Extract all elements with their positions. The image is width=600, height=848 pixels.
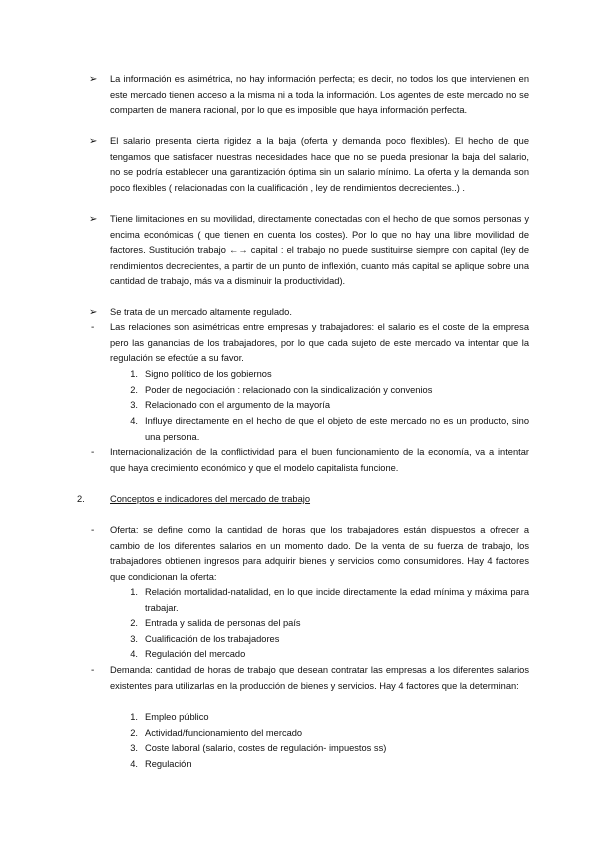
section-number: 2. [77,494,85,504]
section-title [110,492,310,508]
arrow-bullet-icon: ➢ [89,74,98,85]
list-number: 4. [130,416,138,426]
list-item: Cualificación de los trabajadores [145,634,280,644]
list-number: 3. [130,400,138,410]
list-item: Coste laboral (salario, costes de regulación- impuestos ss) [145,743,387,753]
bullet-regulated-market: Se trata de un mercado altamente regulado. [110,307,292,317]
dash-asymmetric-relations: Las relaciones son asimétricas entre empresas y trabajadores: el salario es el coste de la empresa pero las ganancias de los trabajadores, por lo que cada sujeto de este mercado va intentar que la regulación se efectúe a su favor. [110,322,529,364]
bullet-mobility-limits: Tiene limitaciones en su movilidad, directamente conectadas con el hecho de que somos personas y encima económicas ( que tienen en cuenta los costes). Por lo que no hay una libre movilidad de factores. Sustitución trabajo ←→ capital : el trabajo no puede sustituirse siempre con capital (ley de rendimientos decrecientes, a partir de un punto de inflexión, cuanto más capital se aplique sobre una cantidad de trabajo, más va a disminuir la productividad). [110,214,529,287]
list-number: 2. [130,618,138,628]
list-number: 1. [130,587,138,597]
list-item: Empleo público [145,712,209,722]
list-number: 4. [130,649,138,659]
list-item: Relación mortalidad-natalidad, en lo que incide directamente la edad mínima y máxima para trabajar. [145,587,529,613]
list-number: 3. [130,743,138,753]
dash-bullet-icon: - [91,665,95,676]
arrow-bullet-icon: ➢ [89,214,98,225]
arrow-bullet-icon: ➢ [89,307,98,318]
list-item: Poder de negociación : relacionado con la sindicalización y convenios [145,385,433,395]
dash-bullet-icon: - [91,322,95,333]
dash-bullet-icon: - [91,447,95,458]
bullet-wage-rigidity: El salario presenta cierta rigidez a la baja (oferta y demanda poco flexibles). El hecho de que tengamos que satisfacer nuestras necesidades hace que no se pueda presionar la baja del salario, no se podría establecer una garantización óptima sin un salario mínimo. La oferta y la demanda son poco flexibles ( relacionadas con la cualificación , ley de rendimientos decrecientes..) . [110,136,529,193]
dash-oferta: Oferta: se define como la cantidad de horas que los trabajadores están dispuestos a ofrecer a cambio de los diferentes salarios en un momento dado. De la venta de su fuerza de trabajo, los trabajadores obtienen ingresos para adquirir bienes y servicios como consumidores. Hay 4 factores que condicionan la oferta: [110,525,529,582]
list-item: Signo político de los gobiernos [145,369,272,379]
arrow-bullet-icon: ➢ [89,136,98,147]
list-item: Influye directamente en el hecho de que el objeto de este mercado no es un producto, sino una persona. [145,416,529,442]
list-item: Relacionado con el argumento de la mayoría [145,400,331,410]
list-number: 3. [130,634,138,644]
list-number: 2. [130,728,138,738]
list-item: Regulación [145,759,192,769]
list-number: 4. [130,759,138,769]
list-number: 1. [130,369,138,379]
dash-internationalization: Internacionalización de la conflictividad para el buen funcionamiento de la economía, va a intentar que haya crecimiento económico y que el modelo capitalista funcione. [110,447,529,473]
dash-bullet-icon: - [91,525,95,536]
list-number: 2. [130,385,138,395]
dash-demanda: Demanda: cantidad de horas de trabajo que desean contratar las empresas a los diferentes salarios existentes para utilizarlas en la producción de bienes y servicios. Hay 4 factores que la determinan: [110,665,529,691]
list-item: Entrada y salida de personas del país [145,618,301,628]
bullet-asymmetric-information: La información es asimétrica, no hay información perfecta; es decir, no todos los que intervienen en este mercado tienen acceso a la misma ni a toda la información. Los agentes de este mercado no se comparten de manera racional, por lo que es imposible que haya información perfecta. [110,74,529,116]
list-item: Regulación del mercado [145,649,246,659]
list-number: 1. [130,712,138,722]
list-item: Actividad/funcionamiento del mercado [145,728,303,738]
section-title-text: Conceptos e indicadores del mercado de trabajo [110,494,311,504]
